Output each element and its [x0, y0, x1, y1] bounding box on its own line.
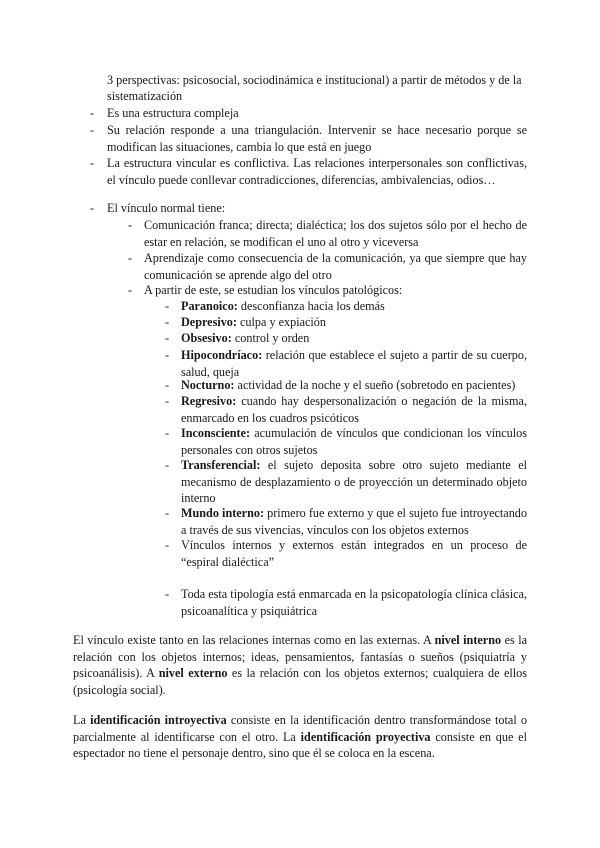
- bullet-dash: -: [165, 506, 170, 520]
- text: La: [73, 713, 91, 727]
- bold-term: nivel interno: [434, 633, 502, 647]
- text: consiste en la identificación dentro transformándose total o parcialmente al identificarse con el otro. La: [73, 713, 528, 744]
- paragraph-levels: [73, 632, 527, 698]
- pathology-item: [181, 330, 527, 347]
- list-item: Aprendizaje como consecuencia de la comunicación, ya que siempre que hay comunicación se aprende algo del otro: [144, 251, 527, 282]
- description: desconfianza hacia los demás: [237, 299, 385, 313]
- text: es la relación con los objetos internos; ideas, pensamientos, fantasías o sueños (psiquiatría y psicoanálisis). A: [73, 633, 527, 680]
- description: acumulación de vínculos que condicionan los vínculos personales con otros sujetos: [181, 426, 527, 457]
- description: relación que establece el sujeto a partir de su cuerpo, salud, queja: [181, 348, 527, 379]
- bullet-dash: -: [128, 251, 133, 265]
- term: Nocturno:: [181, 378, 235, 392]
- pathology-item: [181, 298, 527, 315]
- term: Depresivo:: [181, 315, 237, 329]
- description: el sujeto deposita sobre otro sujeto mediante el mecanismo de desplazamiento o de proyección un determinado objeto interno: [181, 458, 527, 505]
- bullet-dash: -: [128, 283, 133, 297]
- term: Regresivo:: [181, 394, 237, 408]
- pathology-item: [181, 425, 527, 458]
- description: Toda esta tipología está enmarcada en la psicopatología clínica clásica, psicoanalítica y psiquiátrica: [181, 587, 527, 618]
- description: control y orden: [231, 331, 310, 345]
- bold-term: nivel externo: [158, 666, 228, 680]
- bullet-dash: -: [165, 348, 170, 362]
- list-item: Es una estructura compleja: [107, 106, 239, 120]
- description: cuando hay despersonalización o negación de la misma, enmarcado en los cuadros psicóticos: [181, 394, 527, 425]
- paragraph-identification: [73, 712, 527, 762]
- pathology-item: [181, 314, 527, 331]
- bullet-dash: -: [165, 331, 170, 345]
- bold-term: identificación introyectiva: [90, 713, 227, 727]
- term: Hipocondríaco:: [181, 348, 263, 362]
- description: Vínculos internos y externos están integrados en un proceso de “espiral dialéctica”: [181, 538, 527, 569]
- bullet-dash: -: [165, 315, 170, 329]
- bullet-dash: -: [90, 123, 95, 137]
- bullet-dash: -: [90, 106, 95, 120]
- text: El vínculo existe tanto en las relaciones internas como en las externas. A: [73, 633, 435, 647]
- pathology-item: [181, 377, 527, 394]
- description: actividad de la noche y el sueño (sobretodo en pacientes): [234, 378, 516, 392]
- description: primero fue externo y que el sujeto fue introyectando a través de sus vivencias, vínculos con los objetos externos: [181, 506, 527, 537]
- bullet-dash: -: [165, 378, 170, 392]
- term: Mundo interno:: [181, 506, 265, 520]
- pathology-item: [181, 586, 527, 619]
- bullet-dash: -: [165, 587, 170, 601]
- term: Paranoico:: [181, 299, 238, 313]
- intro-line-1: 3 perspectivas: psicosocial, sociodinámica e institucional) a partir de métodos y de la: [107, 73, 522, 87]
- bullet-dash: -: [165, 426, 170, 440]
- pathology-item: [181, 505, 527, 538]
- intro-line-2: sistematización: [107, 89, 183, 103]
- text: es la relación con los objetos externos; cualquiera de ellos (psicología social).: [73, 666, 527, 697]
- term: Inconsciente:: [181, 426, 251, 440]
- pathology-item: [181, 457, 527, 507]
- section-heading: El vínculo normal tiene:: [107, 201, 226, 215]
- bullet-dash: -: [128, 218, 133, 232]
- list-item: A partir de este, se estudian los vínculos patológicos:: [144, 283, 403, 297]
- bullet-dash: -: [165, 538, 170, 552]
- bullet-dash: -: [165, 394, 170, 408]
- bold-term: identificación proyectiva: [300, 729, 431, 744]
- list-item: La estructura vincular es conflictiva. Las relaciones interpersonales son conflictivas, el vínculo puede conllevar contradicciones, diferencias, ambivalencias, odios…: [107, 156, 527, 187]
- bullet-dash: -: [165, 299, 170, 313]
- bullet-dash: -: [90, 156, 95, 170]
- bullet-dash: -: [90, 201, 95, 215]
- pathology-item: [181, 537, 527, 570]
- list-item: Comunicación franca; directa; dialéctica; los dos sujetos sólo por el hecho de estar en relación, se modifican el uno al otro y viceversa: [144, 218, 527, 249]
- description: culpa y expiación: [236, 315, 326, 329]
- pathology-item: [181, 393, 527, 426]
- list-item: Su relación responde a una triangulación. Intervenir se hace necesario porque se modifican las situaciones, cambia lo que está en juego: [107, 123, 527, 154]
- term: Transferencial:: [181, 458, 261, 472]
- pathology-item: [181, 347, 527, 380]
- text: consiste en que el espectador no tiene el personaje dentro, sino que él se coloca en la escena.: [73, 729, 527, 760]
- bullet-dash: -: [165, 458, 170, 472]
- term: Obsesivo:: [181, 331, 232, 345]
